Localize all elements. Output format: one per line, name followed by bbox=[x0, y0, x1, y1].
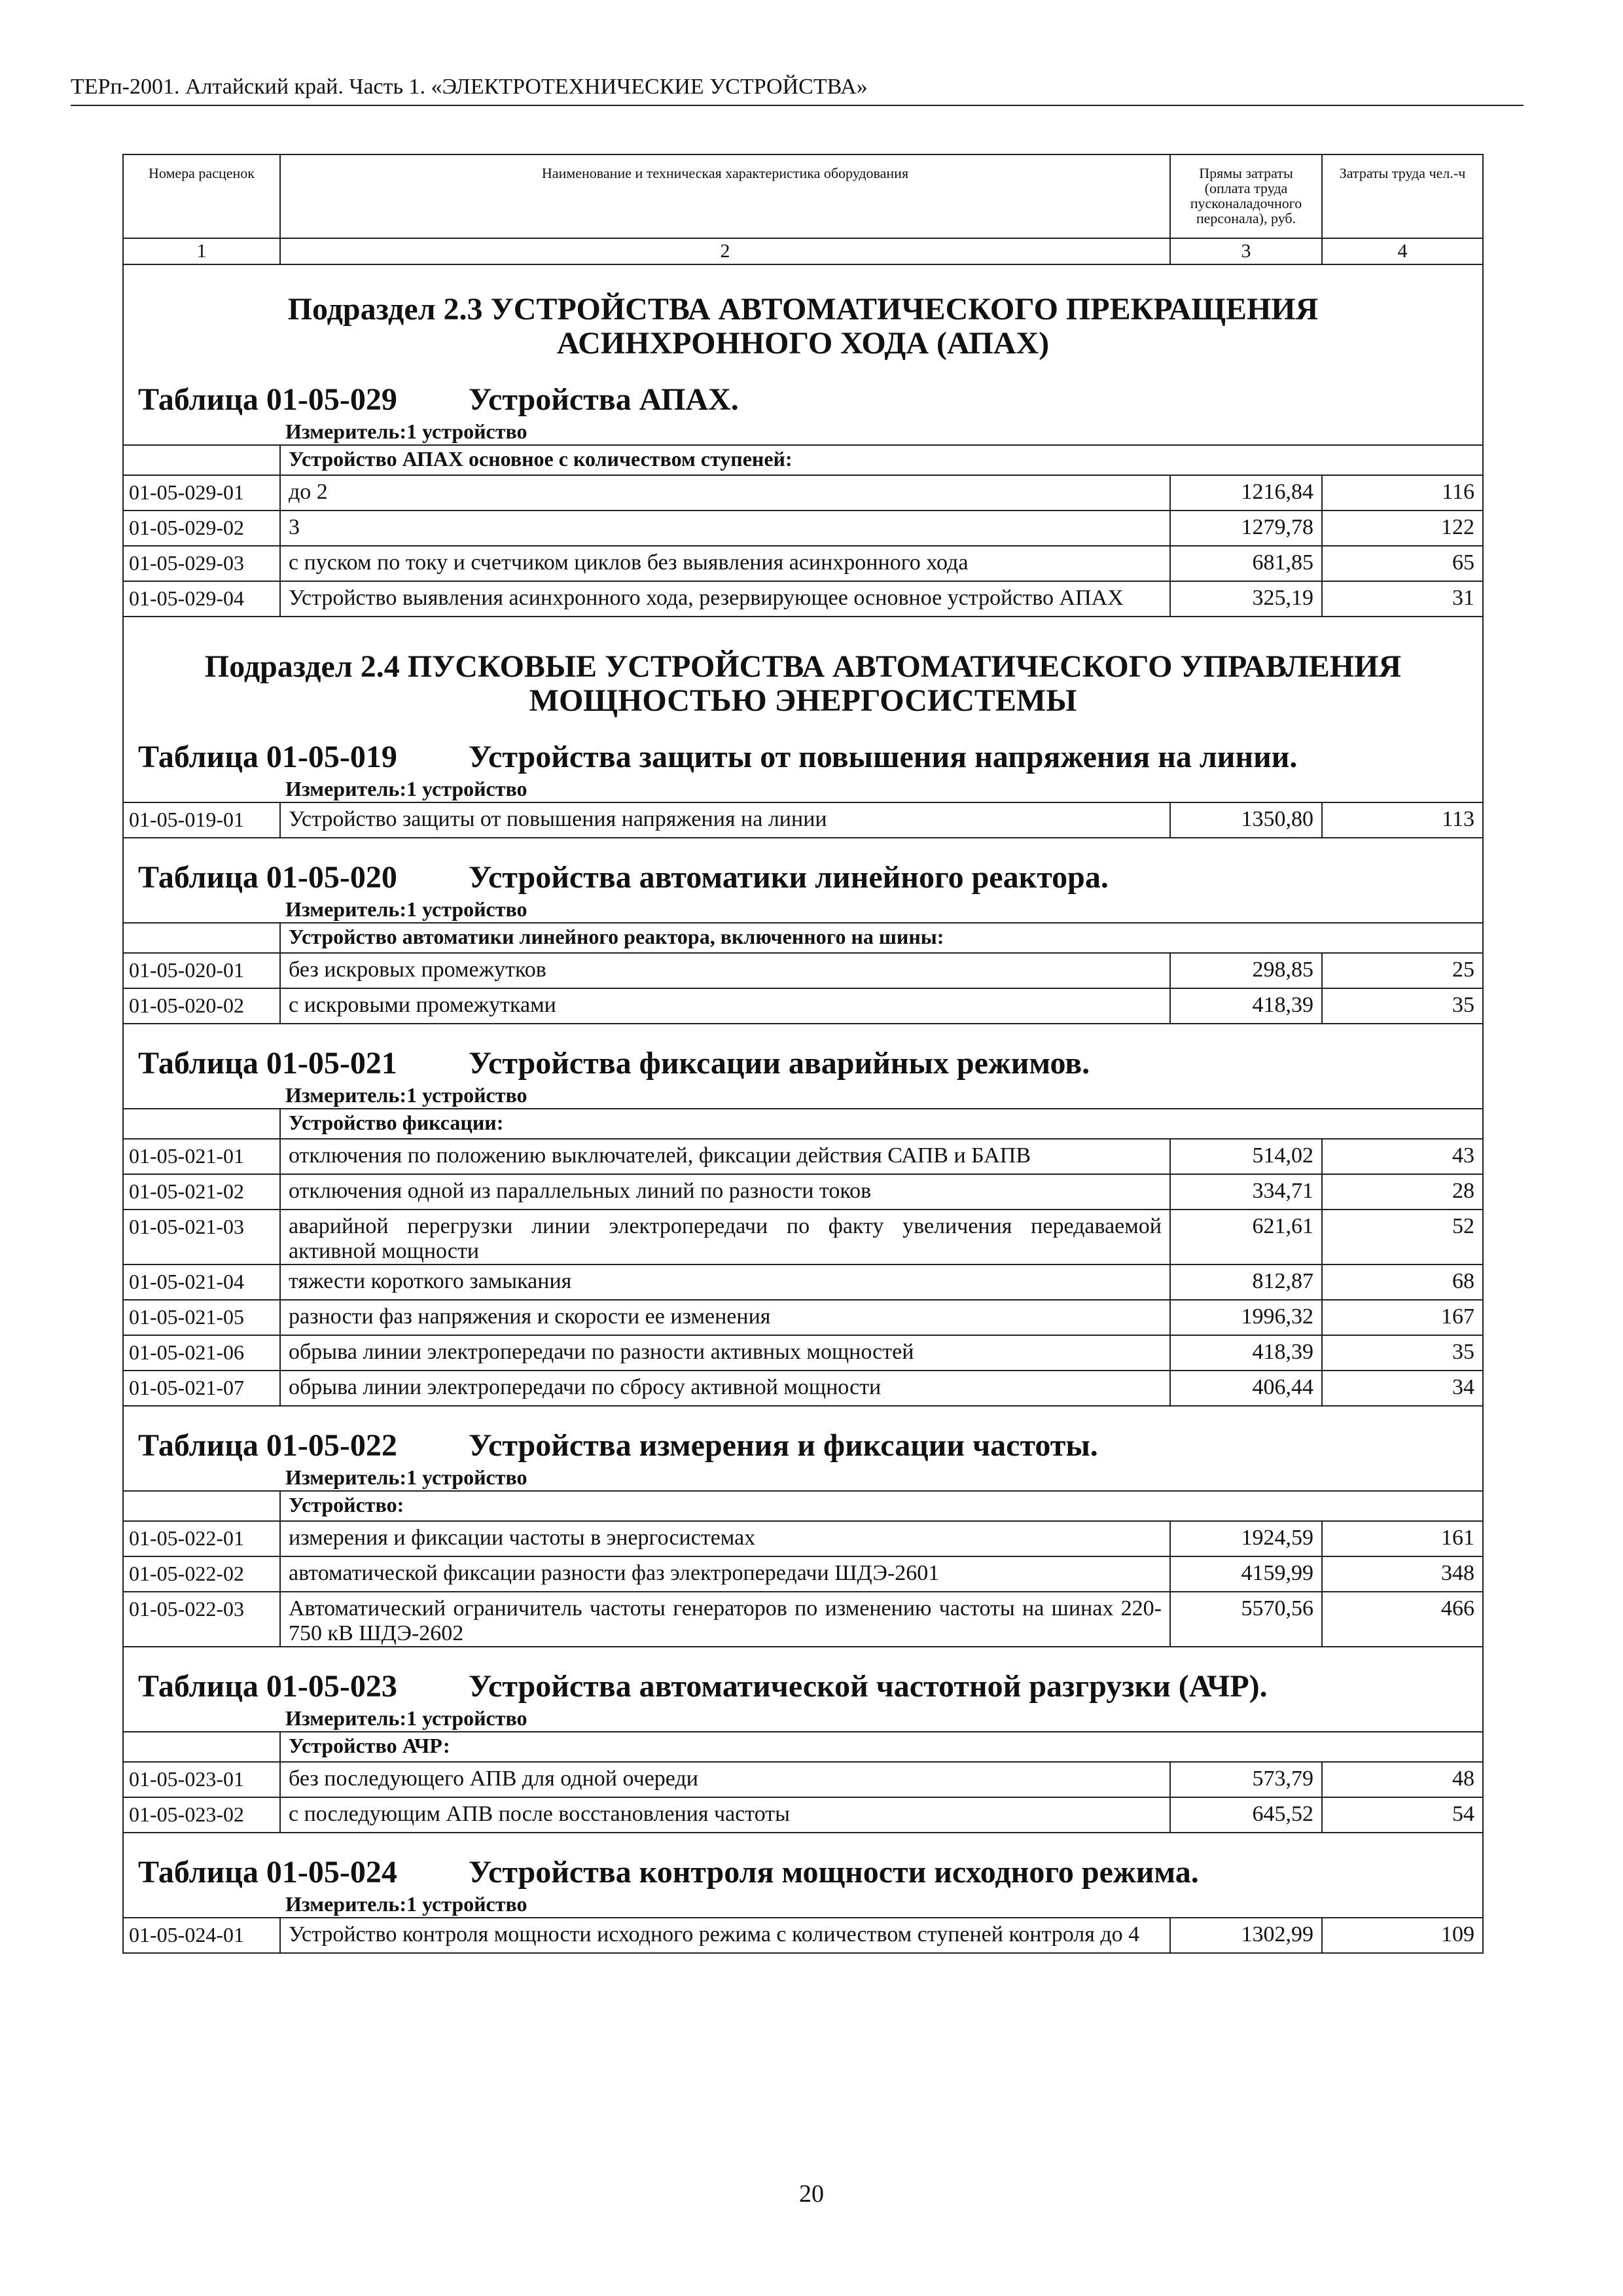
table-row bbox=[123, 1521, 1483, 1556]
rate-code: 01-05-021-01 bbox=[123, 1139, 280, 1174]
table-heading-cell bbox=[123, 1024, 1483, 1109]
direct-cost: 645,52 bbox=[1170, 1797, 1322, 1833]
rate-code: 01-05-021-05 bbox=[123, 1300, 280, 1335]
rate-code: 01-05-021-07 bbox=[123, 1371, 280, 1406]
item-name: отключения одной из параллельных линий по разности токов bbox=[280, 1174, 1170, 1210]
rate-code: 01-05-029-04 bbox=[123, 581, 280, 617]
rate-code: 01-05-029-01 bbox=[123, 475, 280, 511]
table-row bbox=[123, 1918, 1483, 1953]
table-title bbox=[124, 1407, 1482, 1464]
item-name: автоматической фиксации разности фаз электропередачи ШДЭ-2601 bbox=[280, 1556, 1170, 1592]
group-label: Устройство автоматики линейного реактора, включенного на шины: bbox=[280, 923, 1483, 953]
column-header-row bbox=[123, 154, 1483, 238]
direct-cost: 325,19 bbox=[1170, 581, 1322, 617]
group-label: Устройство АЧР: bbox=[280, 1732, 1483, 1762]
rate-code: 01-05-022-01 bbox=[123, 1521, 280, 1556]
table-heading-cell bbox=[123, 264, 1483, 445]
rate-code: 01-05-020-01 bbox=[123, 953, 280, 988]
subsection-title: Подраздел 2.4 ПУСКОВЫЕ УСТРОЙСТВА АВТОМАТИЧЕСКОГО УПРАВЛЕНИЯ МОЩНОСТЬЮ ЭНЕРГОСИСТЕМЫ bbox=[204, 649, 1402, 718]
table-row bbox=[123, 475, 1483, 511]
table-number: Таблица 01-05-020 bbox=[138, 860, 397, 895]
labor-hours: 31 bbox=[1322, 581, 1483, 617]
rate-code: 01-05-021-04 bbox=[123, 1265, 280, 1300]
table-name: Устройства фиксации аварийных режимов. bbox=[469, 1046, 1090, 1081]
item-name: без последующего АПВ для одной очереди bbox=[280, 1762, 1170, 1797]
column-number: 1 bbox=[123, 238, 280, 264]
group-code-cell bbox=[123, 923, 280, 953]
labor-hours: 54 bbox=[1322, 1797, 1483, 1833]
rate-code: 01-05-022-02 bbox=[123, 1556, 280, 1592]
rate-code: 01-05-022-03 bbox=[123, 1592, 280, 1647]
table-row bbox=[123, 1300, 1483, 1335]
group-row bbox=[123, 1491, 1483, 1521]
table-row bbox=[123, 988, 1483, 1024]
table-row bbox=[123, 1556, 1483, 1592]
table-row bbox=[123, 1797, 1483, 1833]
table-name: Устройства защиты от повышения напряжения на линии. bbox=[469, 740, 1298, 774]
rate-code: 01-05-023-01 bbox=[123, 1762, 280, 1797]
table-heading-row bbox=[123, 838, 1483, 923]
column-number-row bbox=[123, 238, 1483, 264]
table-row bbox=[123, 1592, 1483, 1647]
labor-hours: 35 bbox=[1322, 1335, 1483, 1371]
item-name: измерения и фиксации частоты в энергосистемах bbox=[280, 1521, 1170, 1556]
labor-hours: 48 bbox=[1322, 1762, 1483, 1797]
group-row bbox=[123, 445, 1483, 475]
direct-cost: 621,61 bbox=[1170, 1210, 1322, 1265]
rate-code: 01-05-029-02 bbox=[123, 511, 280, 546]
labor-hours: 25 bbox=[1322, 953, 1483, 988]
table-title bbox=[124, 1647, 1482, 1705]
rate-code: 01-05-021-03 bbox=[123, 1210, 280, 1265]
direct-cost: 514,02 bbox=[1170, 1139, 1322, 1174]
page-number: 20 bbox=[799, 2180, 824, 2208]
labor-hours: 28 bbox=[1322, 1174, 1483, 1210]
labor-hours: 35 bbox=[1322, 988, 1483, 1024]
item-name: обрыва линии электропередачи по разности активных мощностей bbox=[280, 1335, 1170, 1371]
running-header: ТЕРп-2001. Алтайский край. Часть 1. «ЭЛЕКТРОТЕХНИЧЕСКИЕ УСТРОЙСТВА» bbox=[71, 73, 1524, 106]
table-heading-cell bbox=[123, 1833, 1483, 1918]
table-heading-row bbox=[123, 1024, 1483, 1109]
group-code-cell bbox=[123, 1732, 280, 1762]
table-number: Таблица 01-05-024 bbox=[138, 1855, 397, 1890]
table-number: Таблица 01-05-029 bbox=[138, 382, 397, 417]
rate-code: 01-05-021-02 bbox=[123, 1174, 280, 1210]
labor-hours: 466 bbox=[1322, 1592, 1483, 1647]
table-heading-row bbox=[123, 1406, 1483, 1491]
labor-hours: 65 bbox=[1322, 546, 1483, 581]
table-row bbox=[123, 511, 1483, 546]
column-header-labor: Затраты труда чел.-ч bbox=[1322, 154, 1483, 238]
direct-cost: 1216,84 bbox=[1170, 475, 1322, 511]
table-number: Таблица 01-05-021 bbox=[138, 1046, 397, 1081]
direct-cost: 812,87 bbox=[1170, 1265, 1322, 1300]
direct-cost: 1350,80 bbox=[1170, 802, 1322, 838]
table-heading-cell bbox=[123, 617, 1483, 802]
direct-cost: 5570,56 bbox=[1170, 1592, 1322, 1647]
direct-cost: 1924,59 bbox=[1170, 1521, 1322, 1556]
table-name: Устройства измерения и фиксации частоты. bbox=[469, 1428, 1098, 1463]
direct-cost: 418,39 bbox=[1170, 988, 1322, 1024]
column-header-direct-costs: Прямы затраты (оплата труда пусконаладочного персонала), руб. bbox=[1170, 154, 1322, 238]
group-code-cell bbox=[123, 445, 280, 475]
item-name: отключения по положению выключателей, фиксации действия САПВ и БАПВ bbox=[280, 1139, 1170, 1174]
table-row bbox=[123, 1265, 1483, 1300]
item-name: 3 bbox=[280, 511, 1170, 546]
labor-hours: 161 bbox=[1322, 1521, 1483, 1556]
direct-cost: 1279,78 bbox=[1170, 511, 1322, 546]
item-name: с пуском по току и счетчиком циклов без выявления асинхронного хода bbox=[280, 546, 1170, 581]
group-label: Устройство фиксации: bbox=[280, 1109, 1483, 1139]
table-title bbox=[124, 1833, 1482, 1891]
table-number: Таблица 01-05-019 bbox=[138, 740, 397, 774]
direct-cost: 681,85 bbox=[1170, 546, 1322, 581]
group-row bbox=[123, 1109, 1483, 1139]
table-heading-cell bbox=[123, 1647, 1483, 1732]
group-code-cell bbox=[123, 1491, 280, 1521]
group-row bbox=[123, 1732, 1483, 1762]
table-heading-row bbox=[123, 1647, 1483, 1732]
rate-code: 01-05-029-03 bbox=[123, 546, 280, 581]
rate-code: 01-05-021-06 bbox=[123, 1335, 280, 1371]
table-row bbox=[123, 1139, 1483, 1174]
table-row bbox=[123, 802, 1483, 838]
rate-code: 01-05-020-02 bbox=[123, 988, 280, 1024]
item-name: тяжести короткого замыкания bbox=[280, 1265, 1170, 1300]
table-name: Устройства АПАХ. bbox=[469, 382, 739, 417]
labor-hours: 116 bbox=[1322, 475, 1483, 511]
labor-hours: 113 bbox=[1322, 802, 1483, 838]
labor-hours: 34 bbox=[1322, 1371, 1483, 1406]
measure-unit: Измеритель:1 устройство bbox=[285, 1465, 527, 1489]
group-code-cell bbox=[123, 1109, 280, 1139]
direct-cost: 1302,99 bbox=[1170, 1918, 1322, 1953]
labor-hours: 109 bbox=[1322, 1918, 1483, 1953]
direct-cost: 573,79 bbox=[1170, 1762, 1322, 1797]
group-label: Устройство: bbox=[280, 1491, 1483, 1521]
subsection-title: Подраздел 2.3 УСТРОЙСТВА АВТОМАТИЧЕСКОГО ПРЕКРАЩЕНИЯ АСИНХРОННОГО ХОДА (АПАХ) bbox=[287, 292, 1319, 361]
table-name: Устройства контроля мощности исходного режима. bbox=[469, 1855, 1199, 1890]
column-header-name: Наименование и техническая характеристика оборудования bbox=[280, 154, 1170, 238]
column-number: 4 bbox=[1322, 238, 1483, 264]
table-row bbox=[123, 953, 1483, 988]
table-heading-cell bbox=[123, 1406, 1483, 1491]
measure-unit: Измеритель:1 устройство bbox=[285, 777, 527, 800]
direct-cost: 334,71 bbox=[1170, 1174, 1322, 1210]
labor-hours: 52 bbox=[1322, 1210, 1483, 1265]
column-number: 3 bbox=[1170, 238, 1322, 264]
table-title bbox=[124, 838, 1482, 896]
item-name: до 2 bbox=[280, 475, 1170, 511]
table-row bbox=[123, 1371, 1483, 1406]
direct-cost: 1996,32 bbox=[1170, 1300, 1322, 1335]
table-row bbox=[123, 1762, 1483, 1797]
item-name: обрыва линии электропередачи по сбросу активной мощности bbox=[280, 1371, 1170, 1406]
column-number: 2 bbox=[280, 238, 1170, 264]
direct-cost: 406,44 bbox=[1170, 1371, 1322, 1406]
measure-unit: Измеритель:1 устройство bbox=[285, 420, 527, 443]
labor-hours: 43 bbox=[1322, 1139, 1483, 1174]
table-heading-row bbox=[123, 1833, 1483, 1918]
group-row bbox=[123, 923, 1483, 953]
column-header-codes: Номера расценок bbox=[123, 154, 280, 238]
table-heading-row bbox=[123, 617, 1483, 802]
table-title bbox=[124, 739, 1482, 776]
item-name: с последующим АПВ после восстановления частоты bbox=[280, 1797, 1170, 1833]
item-name: Устройство защиты от повышения напряжения на линии bbox=[280, 802, 1170, 838]
labor-hours: 68 bbox=[1322, 1265, 1483, 1300]
item-name: без искровых промежутков bbox=[280, 953, 1170, 988]
rate-code: 01-05-019-01 bbox=[123, 802, 280, 838]
table-name: Устройства автоматической частотной разгрузки (АЧР). bbox=[469, 1669, 1268, 1704]
measure-unit: Измеритель:1 устройство bbox=[285, 1706, 527, 1730]
table-row bbox=[123, 546, 1483, 581]
direct-cost: 4159,99 bbox=[1170, 1556, 1322, 1592]
table-heading-cell bbox=[123, 838, 1483, 923]
table-row bbox=[123, 581, 1483, 617]
direct-cost: 298,85 bbox=[1170, 953, 1322, 988]
rate-code: 01-05-024-01 bbox=[123, 1918, 280, 1953]
measure-unit: Измеритель:1 устройство bbox=[285, 897, 527, 921]
item-name: Устройство контроля мощности исходного режима с количеством ступеней контроля до 4 bbox=[280, 1918, 1170, 1953]
table-heading-row bbox=[123, 264, 1483, 445]
price-table bbox=[122, 154, 1484, 1954]
table-number: Таблица 01-05-023 bbox=[138, 1669, 397, 1704]
labor-hours: 122 bbox=[1322, 511, 1483, 546]
item-name: аварийной перегрузки линии электропередачи по факту увеличения передаваемой активной мощности bbox=[280, 1210, 1170, 1265]
table-title bbox=[124, 1024, 1482, 1082]
table-row bbox=[123, 1174, 1483, 1210]
table-number: Таблица 01-05-022 bbox=[138, 1428, 397, 1463]
labor-hours: 167 bbox=[1322, 1300, 1483, 1335]
labor-hours: 348 bbox=[1322, 1556, 1483, 1592]
item-name: с искровыми промежутками bbox=[280, 988, 1170, 1024]
measure-unit: Измеритель:1 устройство bbox=[285, 1083, 527, 1107]
rate-code: 01-05-023-02 bbox=[123, 1797, 280, 1833]
item-name: разности фаз напряжения и скорости ее изменения bbox=[280, 1300, 1170, 1335]
table-title bbox=[124, 382, 1482, 418]
table-name: Устройства автоматики линейного реактора. bbox=[469, 860, 1109, 895]
group-label: Устройство АПАХ основное с количеством ступеней: bbox=[280, 445, 1483, 475]
item-name: Автоматический ограничитель частоты генераторов по изменению частоты на шинах 220-750 кВ ШДЭ-2602 bbox=[280, 1592, 1170, 1647]
measure-unit: Измеритель:1 устройство bbox=[285, 1892, 527, 1916]
item-name: Устройство выявления асинхронного хода, резервирующее основное устройство АПАХ bbox=[280, 581, 1170, 617]
table-row bbox=[123, 1335, 1483, 1371]
direct-cost: 418,39 bbox=[1170, 1335, 1322, 1371]
table-row bbox=[123, 1210, 1483, 1265]
